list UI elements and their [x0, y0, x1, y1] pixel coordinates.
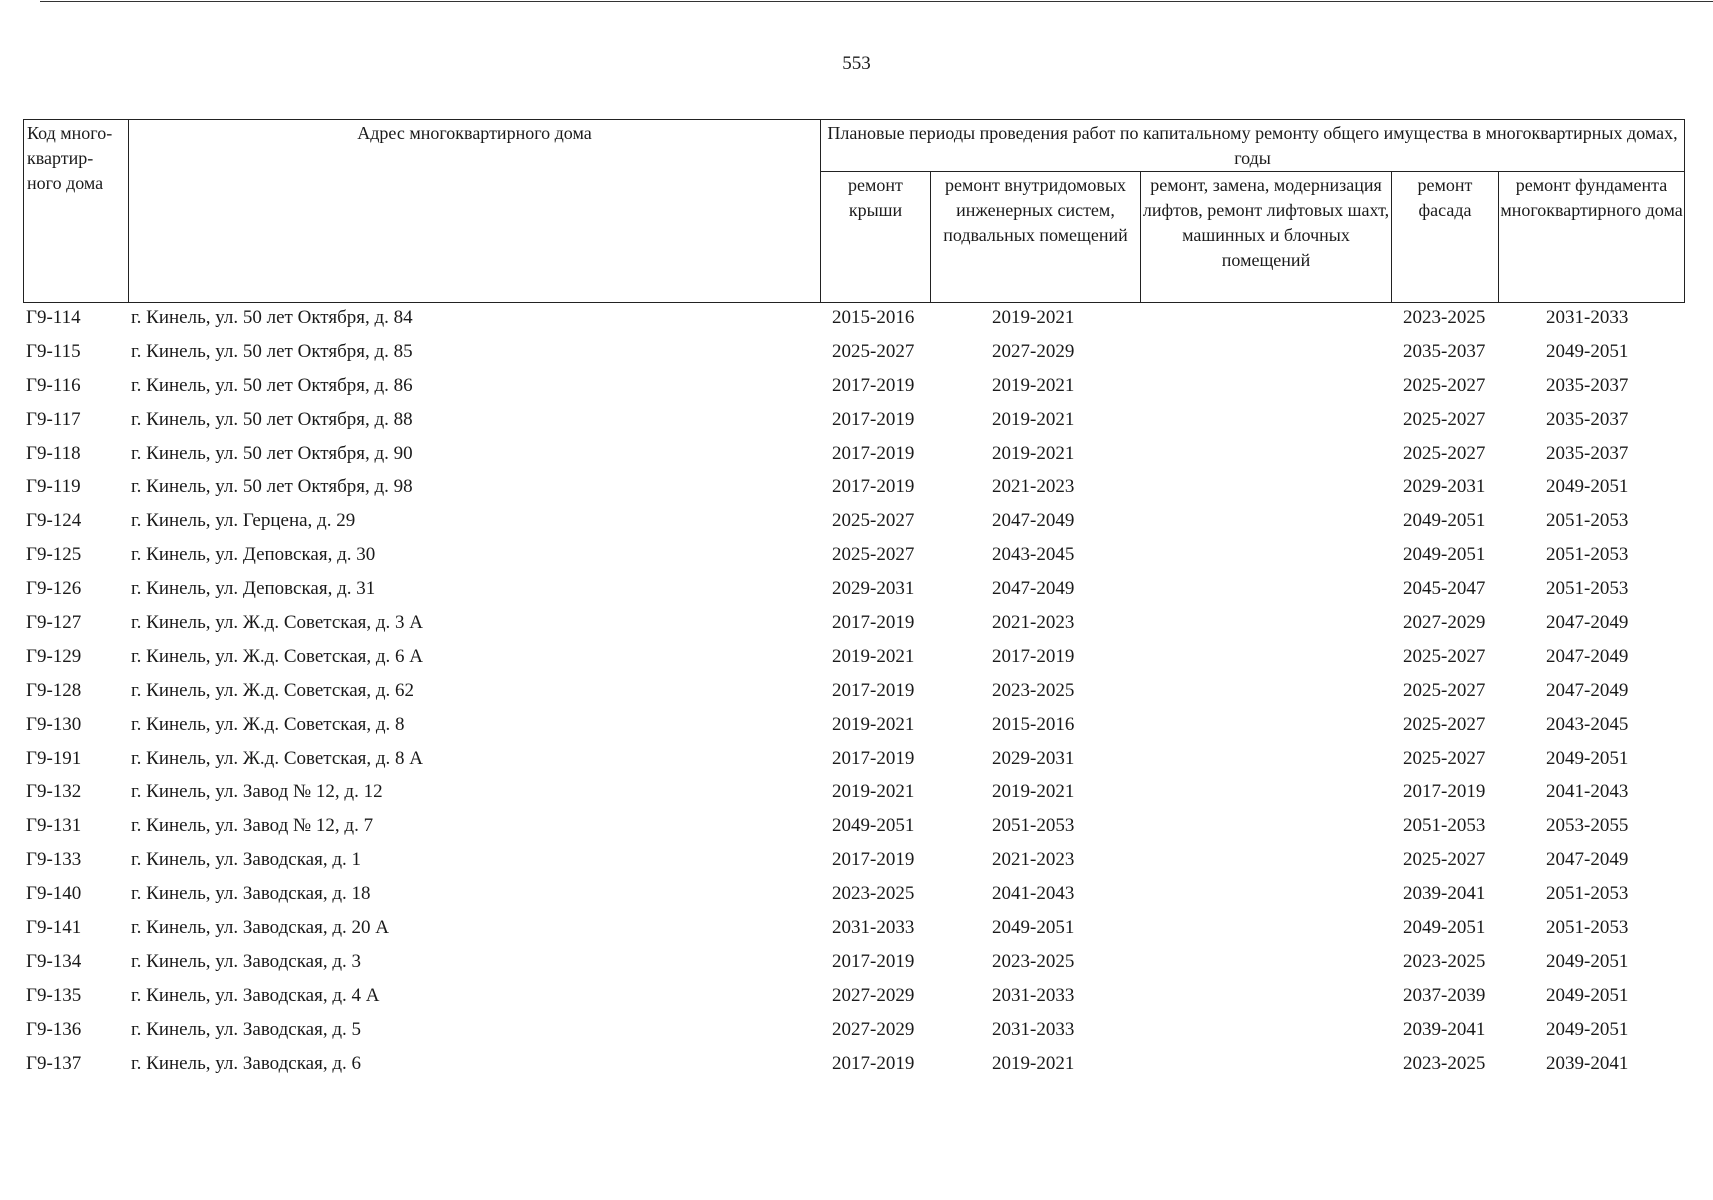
cell-address: г. Кинель, ул. Завод № 12, д. 7: [131, 815, 374, 837]
cell-address: г. Кинель, ул. Заводская, д. 20 А: [131, 917, 389, 939]
cell-facade: 2029-2031: [1403, 476, 1486, 498]
table-row: [23, 914, 1684, 948]
cell-facade: 2039-2041: [1403, 883, 1486, 905]
cell-code: Г9-129: [26, 645, 82, 667]
cell-facade: 2045-2047: [1403, 578, 1486, 600]
table-row: [23, 507, 1684, 541]
cell-engineering: 2047-2049: [992, 510, 1075, 532]
cell-facade: 2039-2041: [1403, 1018, 1486, 1040]
table-row: [23, 745, 1684, 779]
table-row: [23, 406, 1684, 440]
table-row: [23, 778, 1684, 812]
table-row: [23, 304, 1684, 338]
header-foundation: ремонт фундамента многоквартирного дома: [1499, 172, 1685, 303]
cell-foundation: 2031-2033: [1546, 307, 1629, 328]
cell-foundation: 2041-2043: [1546, 781, 1629, 803]
cell-code: Г9-136: [26, 1018, 82, 1040]
table-row: [23, 541, 1684, 575]
cell-foundation: 2051-2053: [1546, 510, 1629, 532]
cell-foundation: 2043-2045: [1546, 713, 1629, 735]
cell-foundation: 2049-2051: [1546, 984, 1629, 1006]
cell-facade: 2049-2051: [1403, 544, 1486, 566]
header-facade: ремонт фасада: [1392, 172, 1499, 303]
cell-code: Г9-191: [26, 747, 82, 769]
cell-engineering: 2023-2025: [992, 950, 1075, 972]
table-header: [23, 119, 1685, 303]
cell-code: Г9-116: [26, 374, 81, 396]
cell-engineering: 2047-2049: [992, 578, 1075, 600]
cell-facade: 2023-2025: [1403, 1052, 1486, 1074]
cell-code: Г9-141: [26, 917, 82, 939]
cell-code: Г9-133: [26, 849, 82, 871]
cell-facade: 2025-2027: [1403, 679, 1486, 701]
cell-address: г. Кинель, ул. 50 лет Октября, д. 90: [131, 442, 413, 464]
cell-engineering: 2015-2016: [992, 713, 1075, 735]
top-rule: [40, 1, 1713, 2]
cell-address: г. Кинель, ул. Заводская, д. 1: [131, 849, 362, 871]
cell-address: г. Кинель, ул. Ж.д. Советская, д. 3 А: [131, 612, 424, 634]
cell-foundation: 2053-2055: [1546, 815, 1629, 837]
cell-engineering: 2021-2023: [992, 476, 1075, 498]
cell-roof: 2019-2021: [832, 713, 915, 735]
cell-foundation: 2049-2051: [1546, 950, 1629, 972]
page-number: 553: [842, 53, 871, 74]
cell-engineering: 2019-2021: [992, 307, 1075, 328]
cell-engineering: 2041-2043: [992, 883, 1075, 905]
table-row: [23, 473, 1684, 507]
cell-facade: 2025-2027: [1403, 645, 1486, 667]
cell-foundation: 2049-2051: [1546, 476, 1629, 498]
cell-foundation: 2049-2051: [1546, 340, 1629, 362]
cell-facade: 2049-2051: [1403, 917, 1486, 939]
cell-roof: 2029-2031: [832, 578, 915, 600]
table-row: [23, 812, 1684, 846]
cell-address: г. Кинель, ул. 50 лет Октября, д. 86: [131, 374, 413, 396]
cell-address: г. Кинель, ул. 50 лет Октября, д. 88: [131, 408, 413, 430]
table-row: [23, 440, 1684, 474]
cell-foundation: 2035-2037: [1546, 408, 1629, 430]
cell-code: Г9-128: [26, 679, 82, 701]
header-lifts: ремонт, замена, модернизация лифтов, ремонт лифтовых шахт, машинных и блочных помещений: [1141, 172, 1392, 303]
cell-foundation: 2047-2049: [1546, 612, 1629, 634]
cell-roof: 2025-2027: [832, 510, 915, 532]
cell-roof: 2019-2021: [832, 781, 915, 803]
cell-facade: 2023-2025: [1403, 307, 1486, 328]
cell-roof: 2017-2019: [832, 408, 915, 430]
table-row: [23, 1016, 1684, 1050]
cell-foundation: 2035-2037: [1546, 442, 1629, 464]
cell-foundation: 2035-2037: [1546, 374, 1629, 396]
cell-code: Г9-125: [26, 544, 82, 566]
table-row: [23, 338, 1684, 372]
cell-facade: 2017-2019: [1403, 781, 1486, 803]
cell-roof: 2027-2029: [832, 984, 915, 1006]
cell-code: Г9-126: [26, 578, 82, 600]
cell-roof: 2023-2025: [832, 883, 915, 905]
cell-code: Г9-115: [26, 340, 81, 362]
cell-code: Г9-124: [26, 510, 82, 532]
cell-code: Г9-117: [26, 408, 81, 430]
cell-engineering: 2043-2045: [992, 544, 1075, 566]
cell-foundation: 2051-2053: [1546, 917, 1629, 939]
cell-address: г. Кинель, ул. 50 лет Октября, д. 85: [131, 340, 413, 362]
cell-foundation: 2049-2051: [1546, 747, 1629, 769]
cell-foundation: 2051-2053: [1546, 883, 1629, 905]
cell-address: г. Кинель, ул. Заводская, д. 18: [131, 883, 371, 905]
cell-code: Г9-135: [26, 984, 82, 1006]
cell-engineering: 2023-2025: [992, 679, 1075, 701]
cell-roof: 2027-2029: [832, 1018, 915, 1040]
cell-code: Г9-131: [26, 815, 82, 837]
cell-engineering: 2019-2021: [992, 374, 1075, 396]
cell-facade: 2035-2037: [1403, 340, 1486, 362]
cell-code: Г9-137: [26, 1052, 82, 1074]
cell-foundation: 2051-2053: [1546, 578, 1629, 600]
header-engineering: ремонт внутридомовых инженерных систем, подвальных помещений: [931, 172, 1141, 303]
cell-address: г. Кинель, ул. 50 лет Октября, д. 84: [131, 307, 413, 328]
cell-foundation: 2051-2053: [1546, 544, 1629, 566]
cell-facade: 2027-2029: [1403, 612, 1486, 634]
cell-foundation: 2047-2049: [1546, 849, 1629, 871]
cell-foundation: 2039-2041: [1546, 1052, 1629, 1074]
cell-engineering: 2049-2051: [992, 917, 1075, 939]
cell-engineering: 2017-2019: [992, 645, 1075, 667]
cell-code: Г9-127: [26, 612, 82, 634]
cell-address: г. Кинель, ул. Заводская, д. 5: [131, 1018, 362, 1040]
cell-address: г. Кинель, ул. Деповская, д. 30: [131, 544, 376, 566]
cell-engineering: 2019-2021: [992, 781, 1075, 803]
table-row: [23, 677, 1684, 711]
table-body: [23, 304, 1684, 1083]
cell-facade: 2025-2027: [1403, 849, 1486, 871]
cell-engineering: 2019-2021: [992, 1052, 1075, 1074]
cell-address: г. Кинель, ул. Деповская, д. 31: [131, 578, 376, 600]
cell-roof: 2017-2019: [832, 747, 915, 769]
cell-address: г. Кинель, ул. Заводская, д. 4 А: [131, 984, 380, 1006]
cell-address: г. Кинель, ул. Ж.д. Советская, д. 8 А: [131, 747, 424, 769]
cell-code: Г9-118: [26, 442, 81, 464]
cell-facade: 2025-2027: [1403, 713, 1486, 735]
cell-engineering: 2051-2053: [992, 815, 1075, 837]
cell-engineering: 2019-2021: [992, 408, 1075, 430]
table-row: [23, 643, 1684, 677]
cell-engineering: 2029-2031: [992, 747, 1075, 769]
cell-code: Г9-134: [26, 950, 82, 972]
cell-foundation: 2047-2049: [1546, 679, 1629, 701]
cell-code: Г9-140: [26, 883, 82, 905]
cell-address: г. Кинель, ул. Завод № 12, д. 12: [131, 781, 383, 803]
header-code: Код много-квартир-ного дома: [24, 120, 129, 303]
cell-foundation: 2049-2051: [1546, 1018, 1629, 1040]
cell-roof: 2017-2019: [832, 476, 915, 498]
header-roof: ремонт крыши: [821, 172, 931, 303]
cell-roof: 2025-2027: [832, 340, 915, 362]
cell-address: г. Кинель, ул. Герцена, д. 29: [131, 510, 356, 532]
table-row: [23, 948, 1684, 982]
cell-engineering: 2031-2033: [992, 1018, 1075, 1040]
cell-code: Г9-132: [26, 781, 82, 803]
table-row: [23, 982, 1684, 1016]
cell-facade: 2025-2027: [1403, 747, 1486, 769]
cell-facade: 2025-2027: [1403, 374, 1486, 396]
cell-roof: 2017-2019: [832, 612, 915, 634]
cell-address: г. Кинель, ул. Заводская, д. 3: [131, 950, 362, 972]
cell-roof: 2017-2019: [832, 1052, 915, 1074]
table-row: [23, 1050, 1684, 1084]
table-row: [23, 372, 1684, 406]
cell-facade: 2049-2051: [1403, 510, 1486, 532]
cell-code: Г9-130: [26, 713, 82, 735]
cell-foundation: 2047-2049: [1546, 645, 1629, 667]
cell-code: Г9-119: [26, 476, 81, 498]
cell-address: г. Кинель, ул. Заводская, д. 6: [131, 1052, 362, 1074]
cell-engineering: 2019-2021: [992, 442, 1075, 464]
cell-roof: 2017-2019: [832, 442, 915, 464]
cell-engineering: 2027-2029: [992, 340, 1075, 362]
cell-roof: 2017-2019: [832, 679, 915, 701]
cell-facade: 2025-2027: [1403, 408, 1486, 430]
header-address: Адрес многоквартирного дома: [129, 120, 821, 303]
cell-roof: 2015-2016: [832, 307, 915, 328]
table-row: [23, 575, 1684, 609]
header-periods-group: Плановые периоды проведения работ по капитальному ремонту общего имущества в многоквартирных домах, годы: [821, 120, 1685, 172]
table-row: [23, 846, 1684, 880]
cell-facade: 2051-2053: [1403, 815, 1486, 837]
cell-roof: 2017-2019: [832, 950, 915, 972]
cell-roof: 2019-2021: [832, 645, 915, 667]
cell-roof: 2017-2019: [832, 374, 915, 396]
cell-roof: 2017-2019: [832, 849, 915, 871]
cell-engineering: 2021-2023: [992, 612, 1075, 634]
cell-roof: 2025-2027: [832, 544, 915, 566]
cell-address: г. Кинель, ул. Ж.д. Советская, д. 62: [131, 679, 415, 701]
cell-roof: 2031-2033: [832, 917, 915, 939]
table-row: [23, 711, 1684, 745]
cell-address: г. Кинель, ул. 50 лет Октября, д. 98: [131, 476, 413, 498]
cell-facade: 2025-2027: [1403, 442, 1486, 464]
cell-address: г. Кинель, ул. Ж.д. Советская, д. 8: [131, 713, 405, 735]
cell-facade: 2037-2039: [1403, 984, 1486, 1006]
cell-engineering: 2021-2023: [992, 849, 1075, 871]
table-row: [23, 609, 1684, 643]
cell-facade: 2023-2025: [1403, 950, 1486, 972]
cell-engineering: 2031-2033: [992, 984, 1075, 1006]
cell-roof: 2049-2051: [832, 815, 915, 837]
table-row: [23, 880, 1684, 914]
cell-address: г. Кинель, ул. Ж.д. Советская, д. 6 А: [131, 645, 424, 667]
cell-code: Г9-114: [26, 307, 81, 328]
